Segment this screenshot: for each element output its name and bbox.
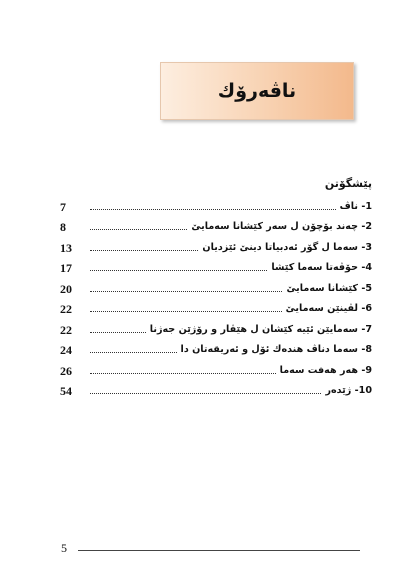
toc-page-number: 8 (60, 220, 66, 234)
toc-entry-label: 1- ناڤ (339, 200, 372, 212)
toc-entry[interactable] (60, 193, 372, 214)
toc-page-number: 7 (60, 199, 66, 214)
title-banner (160, 62, 354, 120)
dot-leader (90, 352, 177, 353)
page-number: 5 (61, 541, 67, 555)
toc-entry[interactable] (60, 275, 372, 296)
toc-entry-label: 8- سەما دناڤ هندەك ئۆل و ئەریقەتان دا (180, 344, 372, 355)
toc-entry[interactable] (60, 337, 372, 358)
dot-leader (90, 291, 282, 292)
toc-entry-label: 3- سەما ل گۆر ئەدبیاتا دینێ ئێزدیان (202, 241, 372, 253)
dot-leader (90, 332, 146, 333)
toc-entry[interactable] (60, 357, 372, 378)
toc-entry-label: 4- حۆڤەتا سەما كێشا (271, 262, 372, 273)
toc-page-number: 54 (60, 384, 72, 398)
toc-heading: پێشگۆتن (324, 177, 372, 190)
dot-leader (90, 311, 282, 312)
footer-rule (78, 550, 360, 551)
dot-leader (90, 250, 198, 251)
toc-page-number: 24 (60, 343, 72, 357)
dot-leader (90, 373, 276, 374)
toc-entry-label: 10- ژێدەر (325, 385, 372, 396)
toc-entry-label: 6- لڤینێن سەمایێ (285, 303, 372, 314)
toc-entry[interactable] (60, 214, 372, 235)
dot-leader (90, 209, 336, 210)
toc-entry-label: 2- چەند بۆچۆن ل سەر كێشانا سەمایێ (191, 221, 372, 232)
toc-page-number: 26 (60, 363, 72, 378)
toc-entry[interactable] (60, 234, 372, 255)
toc-entry[interactable] (60, 255, 372, 276)
toc-entry[interactable] (60, 296, 372, 317)
toc-page-number: 13 (60, 240, 72, 255)
toc-page-number: 22 (60, 322, 72, 337)
toc-entry[interactable] (60, 316, 372, 337)
toc-page-number: 17 (60, 261, 72, 275)
toc-page-number: 20 (60, 281, 72, 296)
toc-entry-label: 7- سەمایێن ئێیە كێشان ل هێڤار و رۆژێن جەژنا (149, 323, 372, 335)
dot-leader (90, 393, 321, 394)
toc-entry[interactable] (60, 378, 372, 399)
dot-leader (90, 229, 187, 230)
table-of-contents (60, 193, 372, 398)
dot-leader (90, 270, 267, 271)
toc-page-number: 22 (60, 302, 72, 316)
page-title: ناڤەرۆك (217, 80, 297, 102)
toc-entry-label: 9- هەر هەفت سەما (279, 364, 372, 376)
toc-entry-label: 5- كێشانا سەمایێ (286, 282, 372, 294)
